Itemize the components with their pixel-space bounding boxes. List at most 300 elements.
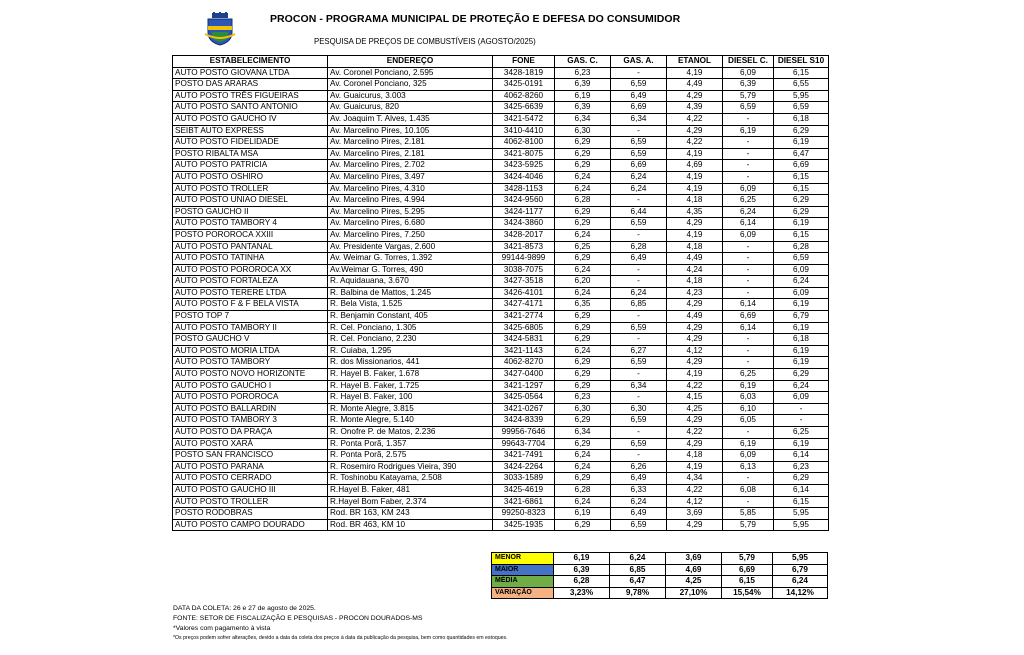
cell-gas-common: 6,34 [555,427,611,439]
cell-gas-additive: 6,59 [611,137,667,149]
cell-diesel-s10: 6,19 [774,299,829,311]
table-row [173,345,829,357]
cell-establishment: AUTO POSTO CERRADO [173,473,328,485]
cell-gas-additive: 6,59 [611,519,667,531]
cell-establishment: AUTO POSTO GAUCHO IV [173,113,328,125]
table-row [173,148,829,160]
cell-phone: 3421-1297 [493,380,555,392]
cell-gas-additive: 6,59 [611,415,667,427]
cell-diesel-s10: 6,23 [774,461,829,473]
cell-address: R.Hayel Bom Faber, 2.374 [328,496,493,508]
cell-address: R. Ponta Porã, 2.575 [328,450,493,462]
cell-diesel-common: 6,39 [723,79,774,91]
cell-ethanol: 4,12 [667,345,723,357]
cell-address: R.Hayel B. Faker, 481 [328,484,493,496]
cell-address: R. Balbina de Mattos, 1.245 [328,287,493,299]
cell-phone: 4062-8260 [493,90,555,102]
cell-diesel-s10: 5,95 [774,508,829,520]
cell-address: R. Hayel B. Faker, 1.678 [328,369,493,381]
cell-establishment: AUTO POSTO FIDELIDADE [173,137,328,149]
cell-diesel-s10: 6,15 [774,67,829,79]
source-note: FONTE: SETOR DE FISCALIZAÇÃO E PESQUISAS - PROCON DOURADOS-MS [173,615,423,622]
cell-gas-common: 6,29 [555,473,611,485]
cell-phone: 3428-1153 [493,183,555,195]
col-header-gas-additive: GAS. A. [611,56,667,68]
cell-establishment: AUTO POSTO OSHIRO [173,171,328,183]
cell-ethanol: 4,19 [667,369,723,381]
col-header-ethanol: ETANOL [667,56,723,68]
cell-phone: 3425-0191 [493,79,555,91]
summary-row [492,587,828,599]
cell-diesel-s10: 6,79 [774,311,829,323]
cell-establishment: AUTO POSTO BALLARDIN [173,403,328,415]
cell-address: Av. Marcelino Pires, 2.181 [328,137,493,149]
table-row [173,380,829,392]
cell-diesel-common: 6,05 [723,415,774,427]
cell-diesel-common: 6,09 [723,67,774,79]
cell-ethanol: 4,19 [667,67,723,79]
cell-diesel-common: 5,85 [723,508,774,520]
cell-gas-common: 6,23 [555,392,611,404]
cell-diesel-s10: 6,25 [774,427,829,439]
cell-diesel-s10: 6,29 [774,195,829,207]
cell-address: Av. Marcelino Pires, 4.994 [328,195,493,207]
cell-diesel-common: - [723,113,774,125]
table-row [173,90,829,102]
cell-gas-additive: - [611,195,667,207]
cell-gas-additive: 6,26 [611,461,667,473]
cell-diesel-s10: 6,15 [774,183,829,195]
cell-gas-additive: 6,59 [611,218,667,230]
summary-value-gas-additive: 9,78% [610,587,666,599]
cell-ethanol: 4,19 [667,229,723,241]
cell-diesel-common: - [723,287,774,299]
cell-address: Av. Marcelino Pires, 7.250 [328,229,493,241]
cell-establishment: AUTO POSTO POROROCA [173,392,328,404]
summary-label: MENOR [492,553,554,565]
cell-diesel-common: 6,25 [723,195,774,207]
cell-gas-additive: 6,49 [611,90,667,102]
cell-gas-common: 6,29 [555,206,611,218]
fuel-prices-table [172,55,829,531]
cell-address: R. dos Missionarios, 441 [328,357,493,369]
cell-ethanol: 4,22 [667,137,723,149]
cell-address: Av. Marcelino Pires, 10.105 [328,125,493,137]
cell-diesel-s10: 6,29 [774,473,829,485]
cell-diesel-common: 6,14 [723,218,774,230]
summary-value-diesel-common: 6,15 [722,576,773,588]
cell-phone: 3425-0564 [493,392,555,404]
table-row [173,473,829,485]
cell-gas-common: 6,24 [555,450,611,462]
table-row [173,67,829,79]
cell-address: R. Benjamin Constant, 405 [328,311,493,323]
cell-address: Rod. BR 463, KM 10 [328,519,493,531]
cell-gas-additive: 6,59 [611,438,667,450]
cell-diesel-common: 6,09 [723,183,774,195]
cell-ethanol: 4,29 [667,357,723,369]
cell-address: R. Rosemiro Rodrigues Vieira, 390 [328,461,493,473]
cell-phone: 3421-6861 [493,496,555,508]
cell-diesel-s10: 6,19 [774,357,829,369]
cell-phone: 3427-3518 [493,276,555,288]
table-row [173,183,829,195]
cell-establishment: AUTO POSTO TAMBORY II [173,322,328,334]
cell-establishment: AUTO POSTO UNIAO DIESEL [173,195,328,207]
cell-diesel-common: 6,19 [723,125,774,137]
table-row [173,171,829,183]
cell-diesel-s10: 6,18 [774,334,829,346]
cell-diesel-common: 6,19 [723,380,774,392]
cell-establishment: AUTO POSTO TAMBORY 3 [173,415,328,427]
cell-phone: 99250-8323 [493,508,555,520]
cash-note: *Valores com pagamento à vista [173,625,271,632]
cell-ethanol: 4,69 [667,160,723,172]
cell-ethanol: 4,49 [667,311,723,323]
table-row [173,287,829,299]
cell-ethanol: 4,23 [667,287,723,299]
cell-diesel-s10: 6,59 [774,253,829,265]
table-row [173,113,829,125]
cell-ethanol: 4,25 [667,403,723,415]
cell-diesel-common: 5,79 [723,90,774,102]
cell-address: Av. Weimar G. Torres, 1.392 [328,253,493,265]
table-row [173,461,829,473]
cell-ethanol: 4,19 [667,183,723,195]
cell-gas-common: 6,29 [555,218,611,230]
cell-gas-additive: 6,69 [611,160,667,172]
cell-establishment: AUTO POSTO SANTO ANTONIO [173,102,328,114]
table-row [173,369,829,381]
cell-phone: 3427-0400 [493,369,555,381]
cell-diesel-s10: 6,24 [774,276,829,288]
cell-gas-additive: - [611,311,667,323]
disclaimer: *Os preços podem sofrer alterações, devido a data da coleta dos preços à data da publicação da pesquisa, bem como quantidades em estoques. [173,635,508,641]
cell-gas-additive: 6,59 [611,148,667,160]
cell-diesel-s10: 6,24 [774,380,829,392]
cell-address: R. Aquidauana, 3.670 [328,276,493,288]
cell-gas-additive: 6,28 [611,241,667,253]
table-row [173,322,829,334]
col-header-establishment: ESTABELECIMENTO [173,56,328,68]
table-row [173,276,829,288]
cell-gas-common: 6,24 [555,461,611,473]
cell-address: Av. Guaicurus, 820 [328,102,493,114]
table-row [173,253,829,265]
cell-gas-additive: 6,49 [611,508,667,520]
cell-establishment: POSTO RIBALTA MSA [173,148,328,160]
cell-diesel-s10: 6,47 [774,148,829,160]
cell-ethanol: 4,18 [667,241,723,253]
cell-phone: 3421-0267 [493,403,555,415]
cell-phone: 3421-7491 [493,450,555,462]
cell-establishment: POSTO DAS ARARAS [173,79,328,91]
cell-gas-additive: - [611,229,667,241]
cell-ethanol: 4,29 [667,90,723,102]
cell-gas-additive: - [611,392,667,404]
cell-gas-additive: - [611,334,667,346]
cell-address: Rod. BR 163, KM 243 [328,508,493,520]
cell-diesel-common: - [723,264,774,276]
table-row [173,415,829,427]
cell-phone: 3428-2017 [493,229,555,241]
table-row [173,438,829,450]
cell-establishment: AUTO POSTO FORTALEZA [173,276,328,288]
cell-diesel-s10: 6,29 [774,369,829,381]
cell-diesel-s10: 6,14 [774,450,829,462]
cell-diesel-common: 6,59 [723,102,774,114]
cell-diesel-s10: - [774,403,829,415]
cell-phone: 3421-1143 [493,345,555,357]
cell-establishment: AUTO POSTO TAMBORY 4 [173,218,328,230]
cell-gas-common: 6,19 [555,90,611,102]
cell-establishment: POSTO GAUCHO II [173,206,328,218]
table-row [173,496,829,508]
cell-phone: 3426-4101 [493,287,555,299]
summary-value-diesel-s10: 6,24 [773,576,828,588]
cell-establishment: AUTO POSTO TRÊS FIGUEIRAS [173,90,328,102]
table-row [173,450,829,462]
cell-diesel-common: - [723,137,774,149]
page-subtitle: PESQUISA DE PREÇOS DE COMBUSTÍVEIS (AGOSTO/2025) [314,37,536,46]
cell-diesel-common: 6,19 [723,438,774,450]
cell-ethanol: 4,29 [667,125,723,137]
cell-gas-additive: 6,44 [611,206,667,218]
cell-gas-common: 6,29 [555,380,611,392]
cell-diesel-common: 6,09 [723,450,774,462]
cell-diesel-common: 6,08 [723,484,774,496]
cell-address: R. Cel. Ponciano, 2.230 [328,334,493,346]
cell-phone: 3038-7075 [493,264,555,276]
cell-diesel-common: - [723,357,774,369]
cell-diesel-s10: 6,19 [774,345,829,357]
cell-establishment: POSTO POROROCA XXIII [173,229,328,241]
cell-establishment: POSTO SAN FRANCISCO [173,450,328,462]
cell-gas-additive: - [611,369,667,381]
cell-address: R. Hayel B. Faker, 1.725 [328,380,493,392]
cell-gas-additive: 6,27 [611,345,667,357]
cell-gas-additive: 6,24 [611,171,667,183]
cell-phone: 3424-8339 [493,415,555,427]
summary-value-ethanol: 4,69 [666,564,722,576]
table-row [173,484,829,496]
cell-address: R. Monte Alegre, 5.140 [328,415,493,427]
cell-phone: 3424-5831 [493,334,555,346]
cell-gas-additive: - [611,67,667,79]
table-row [173,79,829,91]
cell-gas-additive: 6,49 [611,473,667,485]
cell-ethanol: 4,29 [667,519,723,531]
cell-phone: 3427-4171 [493,299,555,311]
cell-ethanol: 4,22 [667,484,723,496]
cell-gas-common: 6,29 [555,137,611,149]
cell-diesel-s10: 6,09 [774,264,829,276]
cell-phone: 3425-6639 [493,102,555,114]
table-row [173,160,829,172]
table-row [173,334,829,346]
cell-address: Av. Joaquim T. Alves, 1.435 [328,113,493,125]
table-header-row [173,56,829,68]
cell-gas-additive: 6,49 [611,253,667,265]
col-header-diesel-s10: DIESEL S10 [774,56,829,68]
footnotes [173,604,508,643]
cell-diesel-s10: 6,19 [774,438,829,450]
cell-phone: 3424-2264 [493,461,555,473]
cell-gas-common: 6,29 [555,369,611,381]
cell-gas-common: 6,29 [555,438,611,450]
cell-address: Av. Coronel Ponciano, 2.595 [328,67,493,79]
cell-diesel-s10: 6,15 [774,229,829,241]
cell-ethanol: 4,15 [667,392,723,404]
cell-address: R. Onofre P. de Matos, 2.236 [328,427,493,439]
cell-diesel-common: 6,25 [723,369,774,381]
cell-ethanol: 4,29 [667,218,723,230]
cell-phone: 4062-8270 [493,357,555,369]
summary-row [492,553,828,565]
cell-address: R. Monte Alegre, 3.815 [328,403,493,415]
cell-phone: 99144-9899 [493,253,555,265]
cell-diesel-s10: 6,15 [774,171,829,183]
cell-ethanol: 4,49 [667,253,723,265]
table-row [173,427,829,439]
cell-establishment: AUTO POSTO TAMBORY [173,357,328,369]
cell-gas-common: 6,24 [555,229,611,241]
cell-diesel-s10: 6,09 [774,287,829,299]
cell-ethanol: 4,29 [667,299,723,311]
cell-establishment: AUTO POSTO MORIA LTDA [173,345,328,357]
cell-gas-additive: 6,30 [611,403,667,415]
cell-diesel-s10: 6,09 [774,392,829,404]
cell-address: Av. Guaicurus, 3.003 [328,90,493,102]
table-row [173,299,829,311]
cell-establishment: AUTO POSTO POROROCA XX [173,264,328,276]
cell-establishment: POSTO RODOBRAS [173,508,328,520]
cell-diesel-s10: 6,59 [774,102,829,114]
cell-diesel-common: - [723,345,774,357]
cell-ethanol: 4,24 [667,264,723,276]
cell-address: R. Bela Vista, 1.525 [328,299,493,311]
cell-ethanol: 4,22 [667,380,723,392]
cell-diesel-common: - [723,473,774,485]
page-title: PROCON - PROGRAMA MUNICIPAL DE PROTEÇÃO E DEFESA DO CONSUMIDOR [270,13,681,25]
cell-gas-common: 6,24 [555,264,611,276]
cell-gas-common: 6,24 [555,287,611,299]
cell-gas-additive: 6,59 [611,357,667,369]
table-row [173,357,829,369]
cell-address: Av. Presidente Vargas, 2.600 [328,241,493,253]
cell-phone: 3410-4410 [493,125,555,137]
cell-diesel-s10: 6,55 [774,79,829,91]
cell-diesel-s10: 5,95 [774,519,829,531]
cell-establishment: AUTO POSTO NOVO HORIZONTE [173,369,328,381]
cell-gas-additive: 6,24 [611,496,667,508]
table-row [173,218,829,230]
cell-phone: 99643-7704 [493,438,555,450]
cell-address: Av. Marcelino Pires, 6.680 [328,218,493,230]
cell-diesel-s10: 6,19 [774,218,829,230]
cell-establishment: SEIBT AUTO EXPRESS [173,125,328,137]
summary-table [491,552,828,599]
cell-gas-additive: 6,24 [611,183,667,195]
cell-gas-common: 6,24 [555,183,611,195]
cell-establishment: AUTO POSTO PANTANAL [173,241,328,253]
cell-ethanol: 4,49 [667,79,723,91]
cell-address: Av. Marcelino Pires, 4.310 [328,183,493,195]
cell-ethanol: 4,29 [667,334,723,346]
cell-address: R. Cuiaba, 1.295 [328,345,493,357]
table-row [173,125,829,137]
cell-gas-common: 6,23 [555,67,611,79]
cell-gas-common: 6,24 [555,496,611,508]
cell-ethanol: 4,19 [667,148,723,160]
summary-label: MÉDIA [492,576,554,588]
cell-establishment: AUTO POSTO GAUCHO III [173,484,328,496]
cell-gas-additive: 6,69 [611,102,667,114]
cell-establishment: POSTO TOP 7 [173,311,328,323]
cell-ethanol: 4,29 [667,415,723,427]
cell-diesel-common: 6,69 [723,311,774,323]
cell-gas-additive: 6,59 [611,79,667,91]
table-body [173,67,829,531]
summary-value-diesel-common: 6,69 [722,564,773,576]
cell-gas-common: 6,28 [555,195,611,207]
cell-ethanol: 4,35 [667,206,723,218]
cell-address: R. Hayel B. Faker, 100 [328,392,493,404]
cell-diesel-s10: 6,15 [774,496,829,508]
cell-ethanol: 4,22 [667,427,723,439]
cell-phone: 3424-3860 [493,218,555,230]
cell-gas-common: 6,29 [555,334,611,346]
cell-phone: 3425-4619 [493,484,555,496]
summary-value-gas-common: 6,19 [554,553,610,565]
summary-value-ethanol: 4,25 [666,576,722,588]
cell-gas-common: 6,29 [555,148,611,160]
cell-diesel-s10: 6,14 [774,484,829,496]
cell-phone: 3424-9560 [493,195,555,207]
cell-diesel-common: 6,09 [723,229,774,241]
summary-row [492,576,828,588]
cell-diesel-common: - [723,334,774,346]
cell-establishment: POSTO GAUCHO V [173,334,328,346]
cell-phone: 3425-1935 [493,519,555,531]
cell-diesel-common: 6,24 [723,206,774,218]
cell-diesel-common: - [723,276,774,288]
cell-address: R. Cel. Ponciano, 1.305 [328,322,493,334]
cell-phone: 3421-2774 [493,311,555,323]
cell-gas-common: 6,35 [555,299,611,311]
cell-gas-common: 6,34 [555,113,611,125]
cell-ethanol: 4,19 [667,461,723,473]
cell-gas-additive: 6,34 [611,113,667,125]
cell-gas-common: 6,29 [555,519,611,531]
cell-gas-common: 6,24 [555,171,611,183]
cell-gas-additive: - [611,125,667,137]
cell-establishment: AUTO POSTO TROLLER [173,496,328,508]
cell-address: Av. Coronel Ponciano, 325 [328,79,493,91]
cell-gas-common: 6,25 [555,241,611,253]
table-row [173,229,829,241]
cell-establishment: AUTO POSTO GAUCHO I [173,380,328,392]
cell-diesel-s10: 6,69 [774,160,829,172]
cell-phone: 99956-7646 [493,427,555,439]
cell-ethanol: 4,12 [667,496,723,508]
cell-diesel-common: 5,79 [723,519,774,531]
cell-gas-additive: 6,34 [611,380,667,392]
cell-gas-additive: - [611,264,667,276]
cell-gas-additive: 6,33 [611,484,667,496]
cell-phone: 3421-8075 [493,148,555,160]
table-row [173,241,829,253]
